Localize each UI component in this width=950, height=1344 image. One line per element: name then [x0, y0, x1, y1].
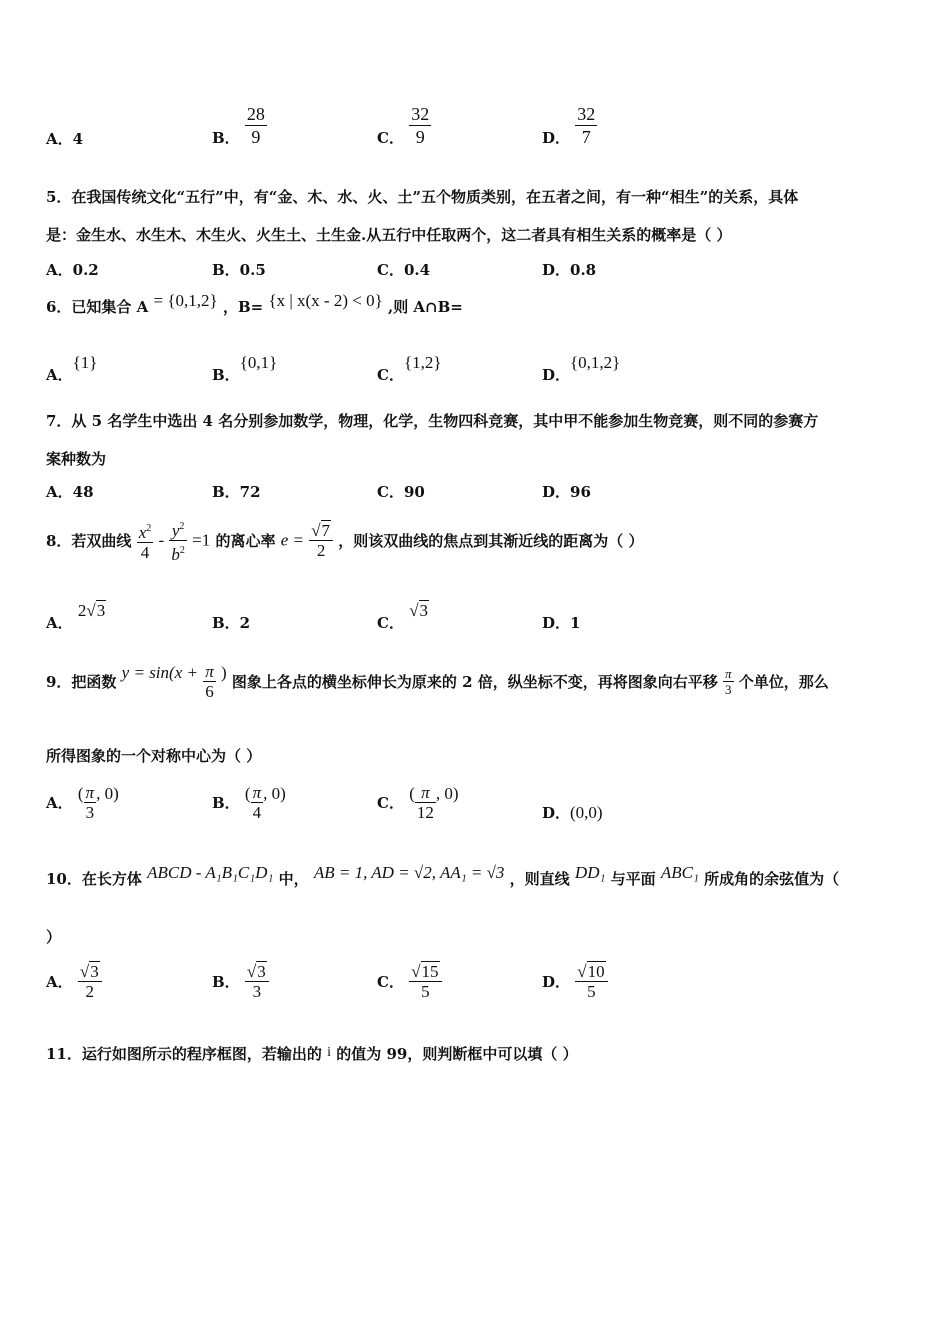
- q4-option-a: A．4: [46, 130, 84, 148]
- cuboid-label: ABCD - A₁B₁C₁D₁: [147, 863, 274, 882]
- q6-option-c: C．{1,2}: [377, 353, 442, 384]
- q9-option-b: B． ( $\frac{\pi}{4}$ , 0): [212, 783, 286, 822]
- fraction: $\frac{28}{9}$: [246, 104, 265, 147]
- q5-stem-line2: 是：金生水、水生木、木生火、火生土、土生金.从五行中任取两个，这二者具有相生关系的概率是（ ）: [46, 226, 732, 244]
- fraction-pi-over-6: $\frac{\pi}{6}$: [205, 662, 214, 701]
- q9-option-a: A． ( $\frac{\pi}{3}$ , 0): [46, 783, 119, 822]
- q4-option-d: D． $\frac{32}{7}$: [542, 104, 596, 147]
- q7-option-a: A．48: [46, 483, 94, 501]
- q10-option-c: C． $\frac{√15}{5}$: [377, 962, 442, 1001]
- q10-option-d: D． $\frac{√10}{5}$: [542, 962, 608, 1001]
- q10-stem-line2: ）: [46, 928, 62, 946]
- q5-stem-line1: 5．在我国传统文化“五行”中，有“金、木、水、火、土”五个物质类别，在五者之间，有一种“相生”的关系，具体: [46, 188, 799, 206]
- fraction-y2-over-b2: $\frac{y^2}{b^2}$: [169, 517, 187, 564]
- fraction-pi-over-3: $\frac{\pi}{3}$: [725, 666, 732, 697]
- q5-option-b: B．0.5: [212, 261, 266, 279]
- q10-option-a: A． $\frac{√3}{2}$: [46, 962, 102, 1001]
- fraction-x2-over-4: $\frac{x^2}{4}$: [137, 519, 154, 562]
- q8-option-d: D．1: [542, 614, 581, 632]
- q6-option-d: D．{0,1,2}: [542, 353, 621, 384]
- q5-option-d: D．0.8: [542, 261, 597, 279]
- q5-option-a: A．0.2: [46, 261, 99, 279]
- q8-option-b: B．2: [212, 614, 251, 632]
- q7-option-b: B．72: [212, 483, 261, 501]
- fraction: $\frac{32}{9}$: [411, 104, 430, 147]
- q4-option-c: C． $\frac{32}{9}$: [377, 104, 430, 147]
- q9-stem: 9．把函数 y = sin(x + $\frac{\pi}{6}$ ) 图象上各点的横坐标伸长为原来的 2 倍，纵坐标不变，再将图象向右平移 $\frac{\pi}{3}$ 个单位，那么: [46, 662, 829, 701]
- q7-option-c: C．90: [377, 483, 425, 501]
- q4-option-b: B． $\frac{28}{9}$: [212, 104, 265, 147]
- q9-option-d: D．(0,0): [542, 803, 603, 822]
- q11-stem: 11．运行如图所示的程序框图，若输出的 i 的值为 99，则判断框中可以填（ ）: [46, 1045, 578, 1063]
- set-b: {x | x(x - 2) < 0}: [268, 291, 383, 310]
- q7-stem-line2: 案种数为: [46, 450, 107, 468]
- q7-stem-line1: 7．从 5 名学生中选出 4 名分别参加数学，物理，化学，生物四科竞赛，其中甲不能参加生物竞赛，则不同的参赛方: [46, 412, 819, 430]
- q8-option-a: A． 2√3: [46, 601, 106, 632]
- fraction: $\frac{32}{7}$: [577, 104, 596, 147]
- q9-stem-line2: 所得图象的一个对称中心为（ ）: [46, 747, 262, 765]
- q6-option-b: B．{0,1}: [212, 353, 278, 384]
- q6-stem: 6．已知集合 A = {0,1,2} ，B= {x | x(x - 2) < 0} ,则 A∩B=: [46, 291, 463, 316]
- q10-stem: 10．在长方体 ABCD - A₁B₁C₁D₁ 中， AB = 1, AD = √2, AA₁ = √3 ，则直线 DD₁ 与平面 ABC₁ 所成角的余弦值为（: [46, 863, 840, 888]
- given-lengths: AB = 1, AD = √2, AA₁ = √3: [313, 863, 505, 882]
- q8-option-c: C． √3: [377, 601, 429, 632]
- fraction-root7-over-2: $\frac{√7}{2}$: [309, 521, 333, 560]
- set-a: = {0,1,2}: [153, 291, 218, 310]
- q8-stem: 8．若双曲线 $\frac{x^2}{4}$ - $\frac{y^2}{b^2}$ =1 的离心率 e = $\frac{√7}{2}$ ，则该双曲线的焦点到其渐近线的距离为（ ）: [46, 517, 644, 564]
- q10-option-b: B． $\frac{√3}{3}$: [212, 962, 269, 1001]
- q7-option-d: D．96: [542, 483, 591, 501]
- q9-option-c: C． ( $\frac{\pi}{12}$ , 0): [377, 783, 459, 822]
- q5-option-c: C．0.4: [377, 261, 431, 279]
- q6-option-a: A．{1}: [46, 353, 98, 384]
